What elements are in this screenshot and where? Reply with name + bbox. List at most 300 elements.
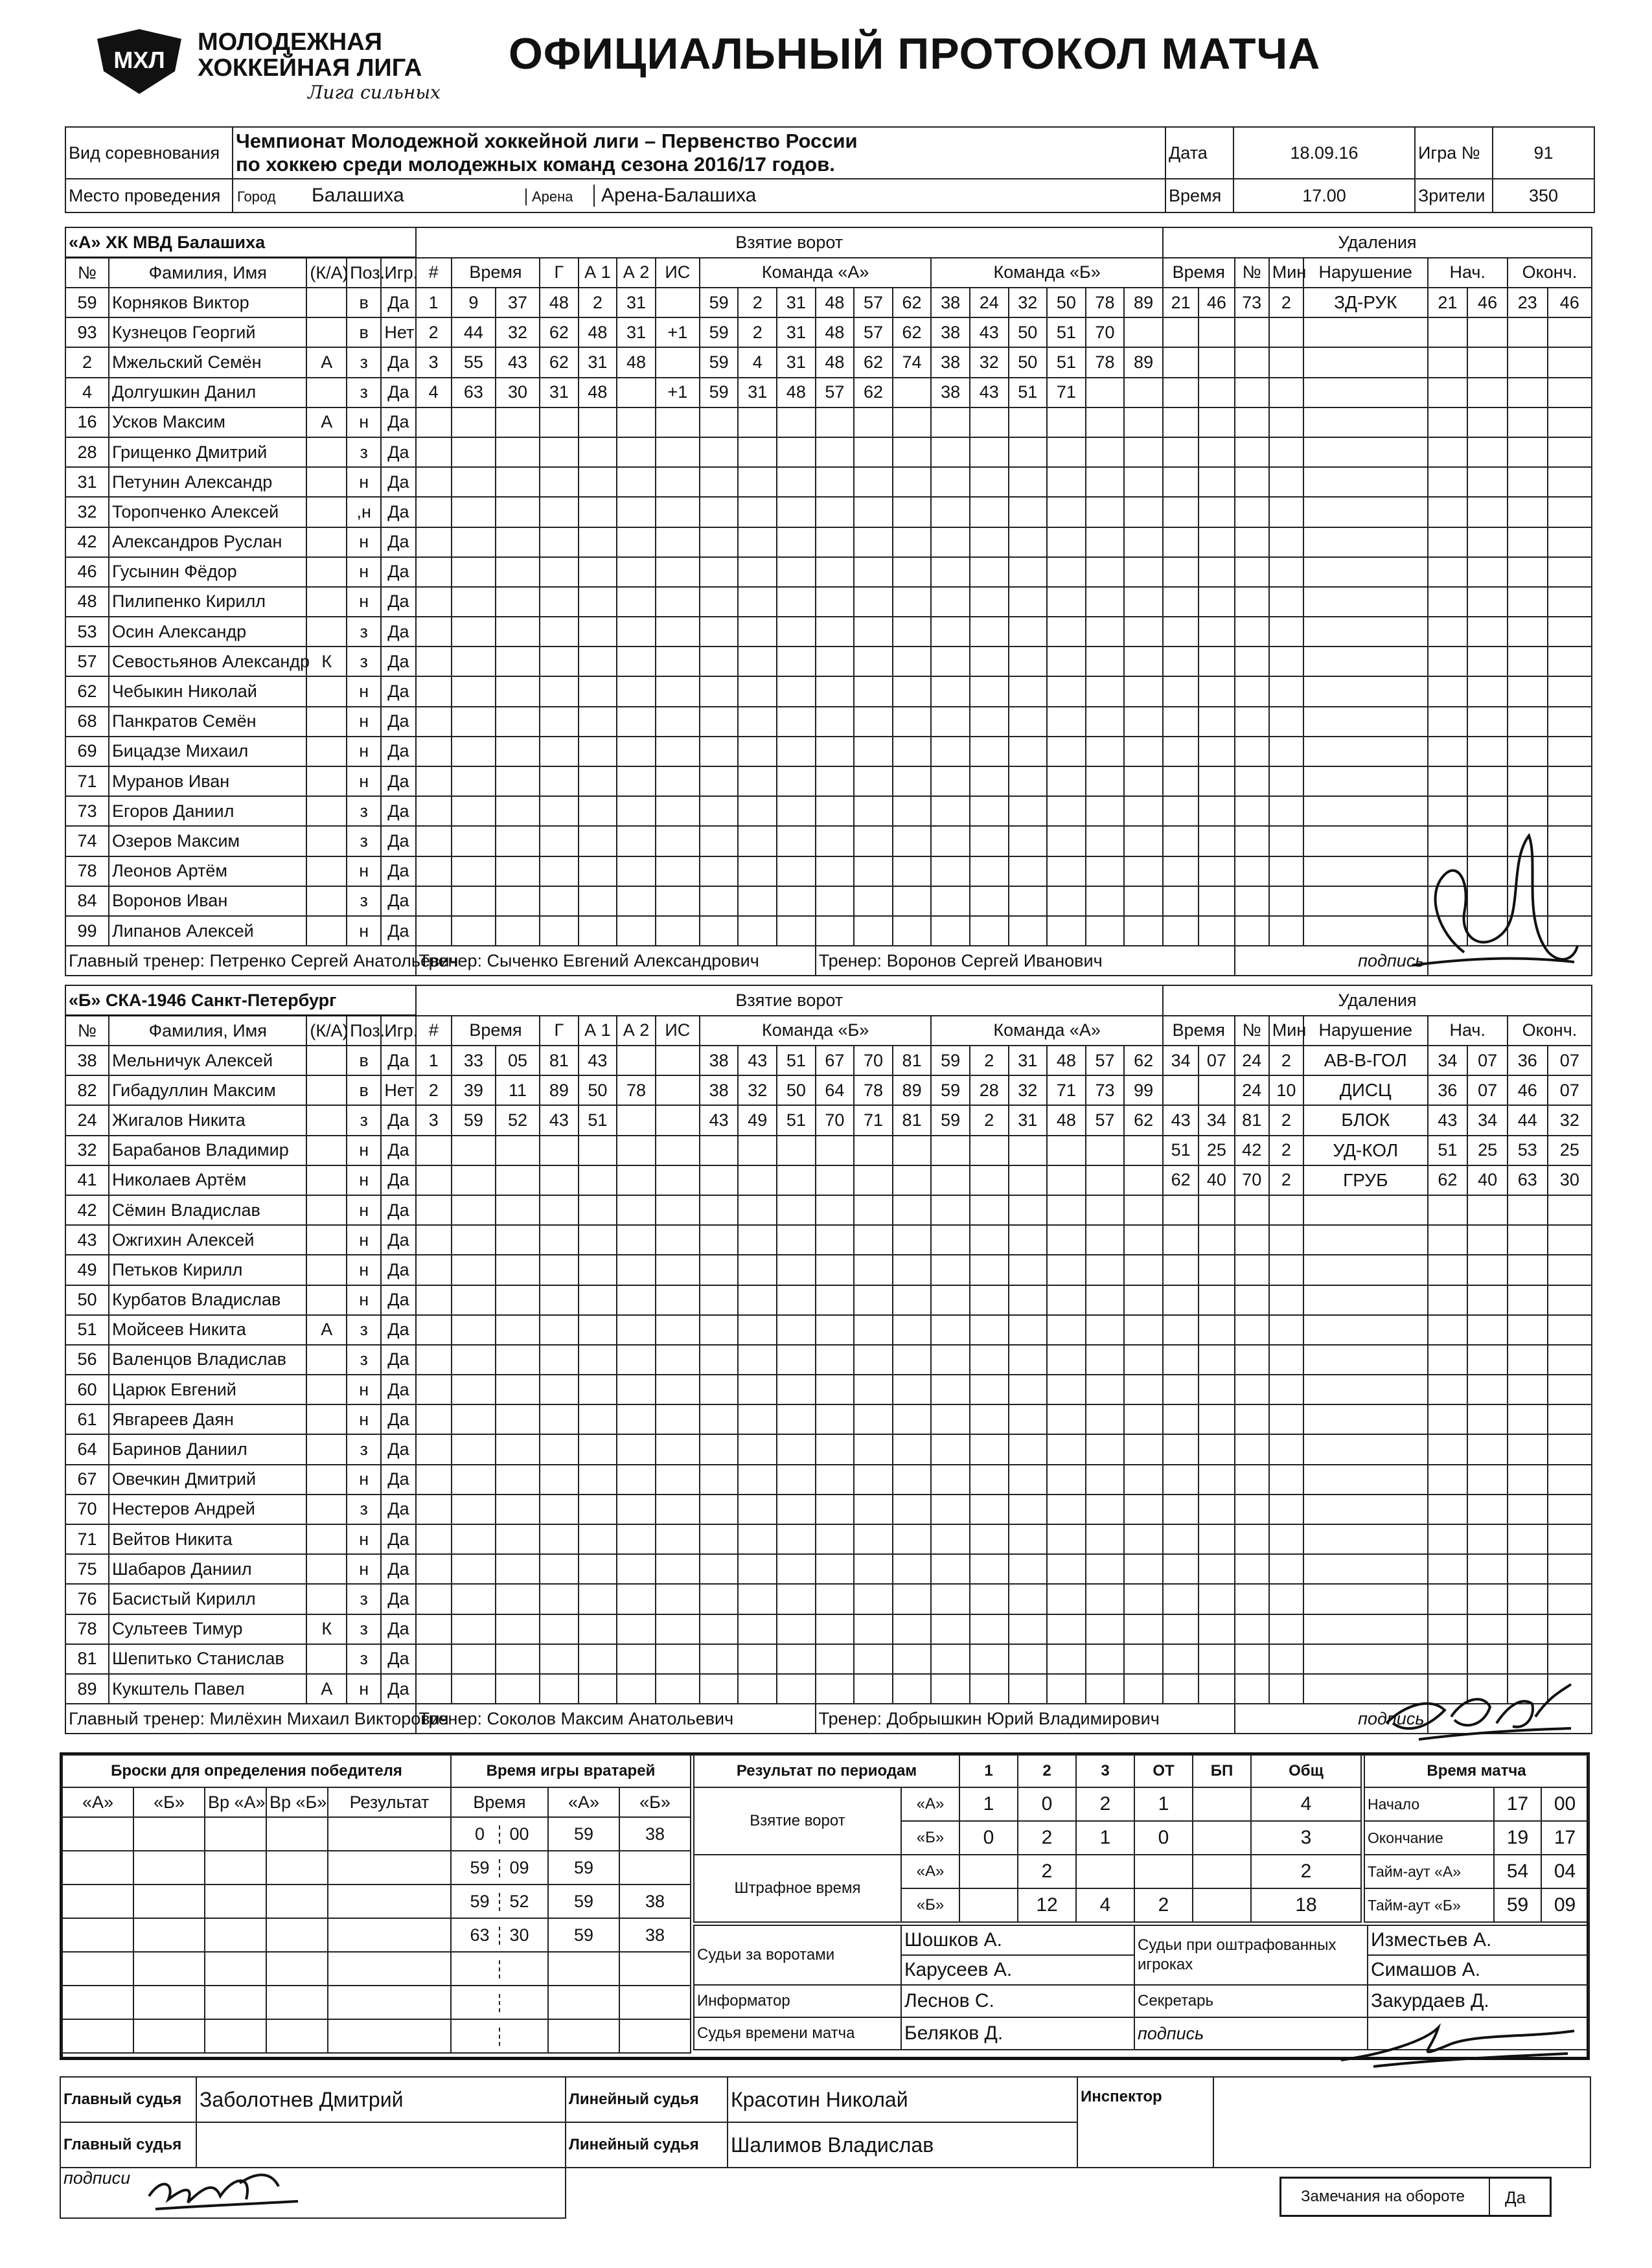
- player-name: Долгушкин Данил: [109, 378, 306, 407]
- player-name: Мельничук Алексей: [109, 1046, 306, 1075]
- match-time-sec: 09: [1541, 1888, 1589, 1922]
- head-coach: Главный тренер: Милёхин Михаил Викторович: [65, 1704, 416, 1734]
- pen-minute: 34: [1163, 1046, 1199, 1075]
- player-name: Овечкин Дмитрий: [109, 1465, 306, 1495]
- player-position: н: [347, 1255, 381, 1285]
- on-ice-opp: 71: [1047, 1075, 1086, 1105]
- on-ice-opp: 38: [931, 288, 970, 317]
- period-col: 1: [959, 1755, 1018, 1787]
- on-ice-opp: 59: [931, 1075, 970, 1105]
- player-number: 69: [65, 737, 109, 766]
- on-ice-own: 2: [738, 317, 777, 347]
- on-ice-own: 43: [700, 1105, 739, 1135]
- player-played: Да: [381, 1165, 415, 1195]
- player-role: [306, 1345, 347, 1375]
- on-ice-opp: 89: [1124, 288, 1163, 317]
- player-played: Да: [381, 617, 415, 647]
- player-row: [65, 916, 1592, 946]
- player-row: [65, 1165, 1592, 1195]
- player-name: Усков Максим: [109, 407, 306, 437]
- player-number: 78: [65, 1614, 109, 1644]
- on-ice-opp: 57: [1086, 1046, 1125, 1075]
- shootout-col: «Б»: [133, 1787, 205, 1817]
- goal-situation: [656, 347, 700, 377]
- period-value: 3: [1251, 1821, 1361, 1855]
- player-role: [306, 1465, 347, 1495]
- player-played: Да: [381, 826, 415, 856]
- match-time-min: 59: [1494, 1888, 1541, 1922]
- player-played: Да: [381, 1225, 415, 1255]
- player-name: Грищенко Дмитрий: [109, 437, 306, 467]
- player-name: Курбатов Владислав: [109, 1285, 306, 1315]
- on-ice-own: 38: [700, 1046, 739, 1075]
- goal-minute: 33: [452, 1046, 496, 1075]
- officials-signature-label: подпись: [1134, 2017, 1368, 2050]
- goal-scorer: 62: [540, 347, 579, 377]
- pen-end-sec: 07: [1548, 1075, 1592, 1105]
- player-position: н: [347, 737, 381, 766]
- pen-violation: БЛОК: [1303, 1105, 1428, 1135]
- player-played: Да: [381, 916, 415, 946]
- pen-start-sec: 07: [1467, 1075, 1508, 1105]
- player-name: Николаев Артём: [109, 1165, 306, 1195]
- player-position: з: [347, 1614, 381, 1644]
- player-row: [65, 1524, 1592, 1554]
- period-value: 0: [1018, 1787, 1076, 1821]
- player-number: 48: [65, 587, 109, 617]
- player-row: [65, 737, 1592, 766]
- match-time-label: Тайм-аут «Б»: [1364, 1888, 1494, 1922]
- player-role: [306, 527, 347, 557]
- main-referee-1: Заболотнев Дмитрий: [196, 2077, 566, 2122]
- goalie-a: 59: [548, 1817, 619, 1851]
- on-ice-opp: 2: [970, 1046, 1009, 1075]
- player-name: Царюк Евгений: [109, 1375, 306, 1404]
- period-col: 3: [1076, 1755, 1134, 1787]
- period-value: [1193, 1855, 1251, 1888]
- league-name-1: МОЛОДЕЖНАЯ: [198, 29, 382, 56]
- player-row: [65, 467, 1592, 497]
- pen-violation: ДИСЦ: [1303, 1075, 1428, 1105]
- player-role: [306, 1404, 347, 1434]
- on-ice-opp: 43: [970, 378, 1009, 407]
- player-name: Муранов Иван: [109, 766, 306, 796]
- goal-situation: [656, 1075, 700, 1105]
- period-value: [1076, 1855, 1134, 1888]
- main-referee-label-1: Главный судья: [60, 2077, 196, 2122]
- on-ice-opp: 38: [931, 347, 970, 377]
- player-played: Да: [381, 1375, 415, 1404]
- player-position: з: [347, 1345, 381, 1375]
- penalties-header: Удаления: [1163, 985, 1592, 1016]
- player-position: н: [347, 856, 381, 886]
- player-position: н: [347, 1404, 381, 1434]
- pen-minute: 62: [1163, 1165, 1199, 1195]
- periods-title: Результат по периодам: [694, 1755, 959, 1787]
- player-position: з: [347, 1495, 381, 1524]
- player-number: 16: [65, 407, 109, 437]
- player-played: Да: [381, 1644, 415, 1674]
- on-ice-opp: 31: [1009, 1046, 1048, 1075]
- on-ice-own: 62: [893, 317, 932, 347]
- pen-start-min: 36: [1428, 1075, 1468, 1105]
- player-name: Баринов Даниил: [109, 1434, 306, 1464]
- goal-assist1: 2: [579, 288, 617, 317]
- player-role: [306, 1375, 347, 1404]
- player-number: 28: [65, 437, 109, 467]
- player-played: Да: [381, 378, 415, 407]
- venue: Город Балашиха Арена Арена-Балашиха: [233, 179, 1165, 212]
- player-name: Петунин Александр: [109, 467, 306, 497]
- player-position: н: [347, 557, 381, 587]
- pen-minutes: 2: [1269, 288, 1303, 317]
- player-role: [306, 1584, 347, 1614]
- competition-label: Вид соревнования: [65, 127, 233, 179]
- shootout-col: Вр «Б»: [266, 1787, 328, 1817]
- period-value: 1: [1134, 1787, 1193, 1821]
- player-row: [65, 437, 1592, 467]
- pen-num-col: №: [1235, 258, 1269, 288]
- played-col: Игр.: [381, 258, 415, 288]
- player-row: [65, 527, 1592, 557]
- player-role: [306, 1644, 347, 1674]
- on-ice-opp: 32: [970, 347, 1009, 377]
- on-ice-own: 31: [738, 378, 777, 407]
- opp-team-col: Команда «Б»: [931, 258, 1163, 288]
- goalie-col: Время: [451, 1787, 548, 1817]
- player-row: [65, 1046, 1592, 1075]
- goals-header: Взятие ворот: [416, 227, 1163, 258]
- player-role: [306, 766, 347, 796]
- goal-scorer: 48: [540, 288, 579, 317]
- match-time-sec: 04: [1541, 1855, 1589, 1888]
- player-name: Вейтов Никита: [109, 1524, 306, 1554]
- player-name: Кукштель Павел: [109, 1674, 306, 1704]
- player-row: [65, 1225, 1592, 1255]
- player-row: [65, 317, 1592, 347]
- date-label: Дата: [1165, 127, 1233, 179]
- date-value: 18.09.16: [1233, 127, 1415, 179]
- player-position: з: [347, 647, 381, 676]
- period-value: 0: [1134, 1821, 1193, 1855]
- player-played: Да: [381, 1434, 415, 1464]
- on-ice-opp: 50: [1009, 317, 1048, 347]
- goalie-b: 38: [619, 1817, 691, 1851]
- player-name: Валенцов Владислав: [109, 1345, 306, 1375]
- pen-violation: ЗД-РУК: [1303, 288, 1428, 317]
- on-ice-own: 48: [816, 288, 855, 317]
- player-row: [65, 886, 1592, 916]
- player-name: Шепитько Станислав: [109, 1644, 306, 1674]
- player-played: Да: [381, 557, 415, 587]
- goalie-time-title: Время игры вратарей: [451, 1755, 691, 1787]
- player-name: Сёмин Владислав: [109, 1195, 306, 1225]
- pen-end-min: 23: [1508, 288, 1548, 317]
- player-role: А: [306, 1674, 347, 1704]
- player-role: [306, 1255, 347, 1285]
- player-played: Да: [381, 707, 415, 737]
- player-name: Озеров Максим: [109, 826, 306, 856]
- player-number: 89: [65, 1674, 109, 1704]
- line-referee-2: Шалимов Владислав: [728, 2122, 1077, 2168]
- team-b-label: «Б»: [901, 1821, 959, 1855]
- period-value: 12: [1018, 1888, 1076, 1922]
- goal-situation: +1: [656, 378, 700, 407]
- player-name: Барабанов Владимир: [109, 1136, 306, 1165]
- player-number: 60: [65, 1375, 109, 1404]
- on-ice-own: 31: [777, 317, 816, 347]
- player-played: Нет: [381, 1075, 415, 1105]
- player-position: з: [347, 437, 381, 467]
- player-position: н: [347, 676, 381, 706]
- goal-situation: [656, 1046, 700, 1075]
- player-row: [65, 1375, 1592, 1404]
- player-name: Кузнецов Георгий: [109, 317, 306, 347]
- player-number: 50: [65, 1285, 109, 1315]
- goal-number: 3: [416, 1105, 452, 1135]
- period-value: [1193, 1787, 1251, 1821]
- pen-end-col: Оконч.: [1508, 258, 1592, 288]
- player-name: Басистый Кирилл: [109, 1584, 306, 1614]
- is-col: ИС: [656, 1016, 700, 1046]
- player-role: [306, 317, 347, 347]
- player-position: з: [347, 796, 381, 826]
- on-ice-own: 62: [854, 378, 893, 407]
- period-col: Общ: [1251, 1755, 1361, 1787]
- goal-second: 43: [496, 347, 540, 377]
- period-value: 2: [1076, 1787, 1134, 1821]
- match-time-label: Тайм-аут «А»: [1364, 1855, 1494, 1888]
- pen-second: 40: [1199, 1165, 1234, 1195]
- player-row: [65, 1105, 1592, 1135]
- on-ice-own: 59: [700, 378, 739, 407]
- player-name: Сультеев Тимур: [109, 1614, 306, 1644]
- coach-2: Тренер: Добрышкин Юрий Владимирович: [816, 1704, 1235, 1734]
- pen-minute: 51: [1163, 1136, 1199, 1165]
- player-played: Да: [381, 1105, 415, 1135]
- penalties-header: Удаления: [1163, 227, 1592, 258]
- player-role: [306, 1524, 347, 1554]
- player-played: Да: [381, 1674, 415, 1704]
- player-played: Да: [381, 856, 415, 886]
- goalie-time: 63 30: [451, 1918, 548, 1952]
- on-ice-opp: [1124, 317, 1163, 347]
- goal-second: 52: [496, 1105, 540, 1135]
- player-role: [306, 1105, 347, 1135]
- player-row: [65, 1255, 1592, 1285]
- goal-second: 32: [496, 317, 540, 347]
- spectators-value: 350: [1493, 179, 1594, 212]
- period-value: 18: [1251, 1888, 1361, 1922]
- league-slogan: Лига сильных: [308, 82, 441, 103]
- a2-col: А 2: [617, 258, 656, 288]
- player-role: [306, 1075, 347, 1105]
- player-number: 71: [65, 766, 109, 796]
- pen-end-min: 44: [1508, 1105, 1548, 1135]
- player-played: Да: [381, 1465, 415, 1495]
- goal-minute: 44: [452, 317, 496, 347]
- pen-violation: УД-КОЛ: [1303, 1136, 1428, 1165]
- pen-second: 07: [1199, 1046, 1234, 1075]
- player-row: [65, 1195, 1592, 1225]
- goal-minute: 59: [452, 1105, 496, 1135]
- pen-end-sec: 25: [1548, 1136, 1592, 1165]
- game-number: 91: [1493, 127, 1594, 179]
- pen-violation-col: Нарушение: [1303, 1016, 1428, 1046]
- pen-start-sec: 25: [1467, 1136, 1508, 1165]
- period-value: 1: [1076, 1821, 1134, 1855]
- match-info: [65, 126, 1595, 213]
- venue-label: Место проведения: [65, 179, 233, 212]
- head-coach: Главный тренер: Петренко Сергей Анатольевич: [65, 946, 416, 976]
- player-row: [65, 1674, 1592, 1704]
- on-ice-opp: 99: [1124, 1075, 1163, 1105]
- player-row: [65, 1554, 1592, 1584]
- player-number: 32: [65, 497, 109, 527]
- period-value: 1: [959, 1787, 1018, 1821]
- player-role: А: [306, 407, 347, 437]
- goal-number: 4: [416, 378, 452, 407]
- player-row: [65, 347, 1592, 377]
- shootout-col: Результат: [328, 1787, 451, 1817]
- own-team-col: Команда «Б»: [700, 1016, 931, 1046]
- player-number: 62: [65, 676, 109, 706]
- player-played: Да: [381, 1345, 415, 1375]
- goal-number: 3: [416, 347, 452, 377]
- on-ice-own: 67: [816, 1046, 855, 1075]
- line-referee-label-2: Линейный судья: [566, 2122, 728, 2168]
- player-number: 84: [65, 886, 109, 916]
- pen-player: 24: [1235, 1046, 1269, 1075]
- player-played: Да: [381, 1554, 415, 1584]
- player-position: н: [347, 766, 381, 796]
- player-position: з: [347, 617, 381, 647]
- player-position: н: [347, 407, 381, 437]
- goalie-time: 59 52: [451, 1884, 548, 1918]
- pen-time-col: Время: [1163, 1016, 1235, 1046]
- on-ice-opp: 38: [931, 317, 970, 347]
- on-ice-own: [893, 378, 932, 407]
- pen-start-sec: 46: [1467, 288, 1508, 317]
- goal-assist1: 48: [579, 317, 617, 347]
- pen-start-col: Нач.: [1428, 1016, 1508, 1046]
- player-number: 49: [65, 1255, 109, 1285]
- referee-signature-mark: [143, 2164, 311, 2216]
- player-played: Да: [381, 407, 415, 437]
- player-number: 99: [65, 916, 109, 946]
- team-a-label: «А»: [901, 1787, 959, 1821]
- player-row: [65, 1644, 1592, 1674]
- goalie-a: 59: [548, 1918, 619, 1952]
- goalie-time-table: [450, 1754, 691, 2054]
- on-ice-own: 57: [854, 288, 893, 317]
- on-ice-opp: 78: [1086, 347, 1125, 377]
- pen-start-min: 62: [1428, 1165, 1468, 1195]
- player-played: Да: [381, 647, 415, 676]
- goal-assist2: [617, 1046, 656, 1075]
- player-row: [65, 707, 1592, 737]
- on-ice-own: 71: [854, 1105, 893, 1135]
- penalty-judge-1: Изместьев А.: [1368, 1925, 1589, 1955]
- pen-end-col: Оконч.: [1508, 1016, 1592, 1046]
- player-name: Егоров Даниил: [109, 796, 306, 826]
- player-number: 42: [65, 1195, 109, 1225]
- pen-minute: 43: [1163, 1105, 1199, 1135]
- pen-minutes: 2: [1269, 1105, 1303, 1135]
- on-ice-opp: 48: [1047, 1046, 1086, 1075]
- player-name: Нестеров Андрей: [109, 1495, 306, 1524]
- goal-judges-label: Судьи за воротами: [694, 1925, 901, 1985]
- player-name: Гибадуллин Максим: [109, 1075, 306, 1105]
- ka-col: (К/А): [306, 258, 347, 288]
- time-label: Время: [1165, 179, 1233, 212]
- pen-minutes: 2: [1269, 1165, 1303, 1195]
- on-ice-own: 43: [738, 1046, 777, 1075]
- goalie-b: 38: [619, 1918, 691, 1952]
- player-number: 78: [65, 856, 109, 886]
- goal-number: 1: [416, 1046, 452, 1075]
- player-row: [65, 1136, 1592, 1165]
- goalie-col: «А»: [548, 1787, 619, 1817]
- goal-number: 2: [416, 317, 452, 347]
- teamB-table: [65, 985, 1592, 1734]
- player-played: Да: [381, 1285, 415, 1315]
- player-number: 76: [65, 1584, 109, 1614]
- player-played: Да: [381, 886, 415, 916]
- player-number: 73: [65, 796, 109, 826]
- period-value: [1134, 1855, 1193, 1888]
- player-position: в: [347, 288, 381, 317]
- player-role: [306, 437, 347, 467]
- name-col: Фамилия, Имя: [109, 258, 306, 288]
- player-name: Явгареев Даян: [109, 1404, 306, 1434]
- on-ice-opp: 51: [1009, 378, 1048, 407]
- player-role: [306, 1554, 347, 1584]
- goal-assist2: [617, 1105, 656, 1135]
- goal-minute: 9: [452, 288, 496, 317]
- goalie-a: 59: [548, 1884, 619, 1918]
- informer: Леснов С.: [901, 1985, 1134, 2017]
- goal-assist1: 51: [579, 1105, 617, 1135]
- page-title: ОФИЦИАЛЬНЫЙ ПРОТОКОЛ МАТЧА: [509, 29, 1321, 78]
- player-role: [306, 916, 347, 946]
- player-row: [65, 1315, 1592, 1345]
- player-position: н: [347, 916, 381, 946]
- player-position: з: [347, 1315, 381, 1345]
- on-ice-own: 57: [854, 317, 893, 347]
- player-number: 53: [65, 617, 109, 647]
- on-ice-opp: 73: [1086, 1075, 1125, 1105]
- pen-start-min: 43: [1428, 1105, 1468, 1135]
- shootout-title: Броски для определения победителя: [62, 1755, 451, 1787]
- player-played: Да: [381, 1524, 415, 1554]
- on-ice-opp: 2: [970, 1105, 1009, 1135]
- player-role: [306, 617, 347, 647]
- goal-assist1: 43: [579, 1046, 617, 1075]
- player-name: Мжельский Семён: [109, 347, 306, 377]
- goal-second: 30: [496, 378, 540, 407]
- pen-minutes: 10: [1269, 1075, 1303, 1105]
- player-role: [306, 1285, 347, 1315]
- player-number: 24: [65, 1105, 109, 1135]
- goal-second: 37: [496, 288, 540, 317]
- player-role: [306, 1195, 347, 1225]
- goal-judge-2: Карусеев А.: [901, 1955, 1134, 1985]
- player-role: [306, 886, 347, 916]
- player-number: 57: [65, 647, 109, 676]
- on-ice-own: 81: [893, 1105, 932, 1135]
- player-position: з: [347, 826, 381, 856]
